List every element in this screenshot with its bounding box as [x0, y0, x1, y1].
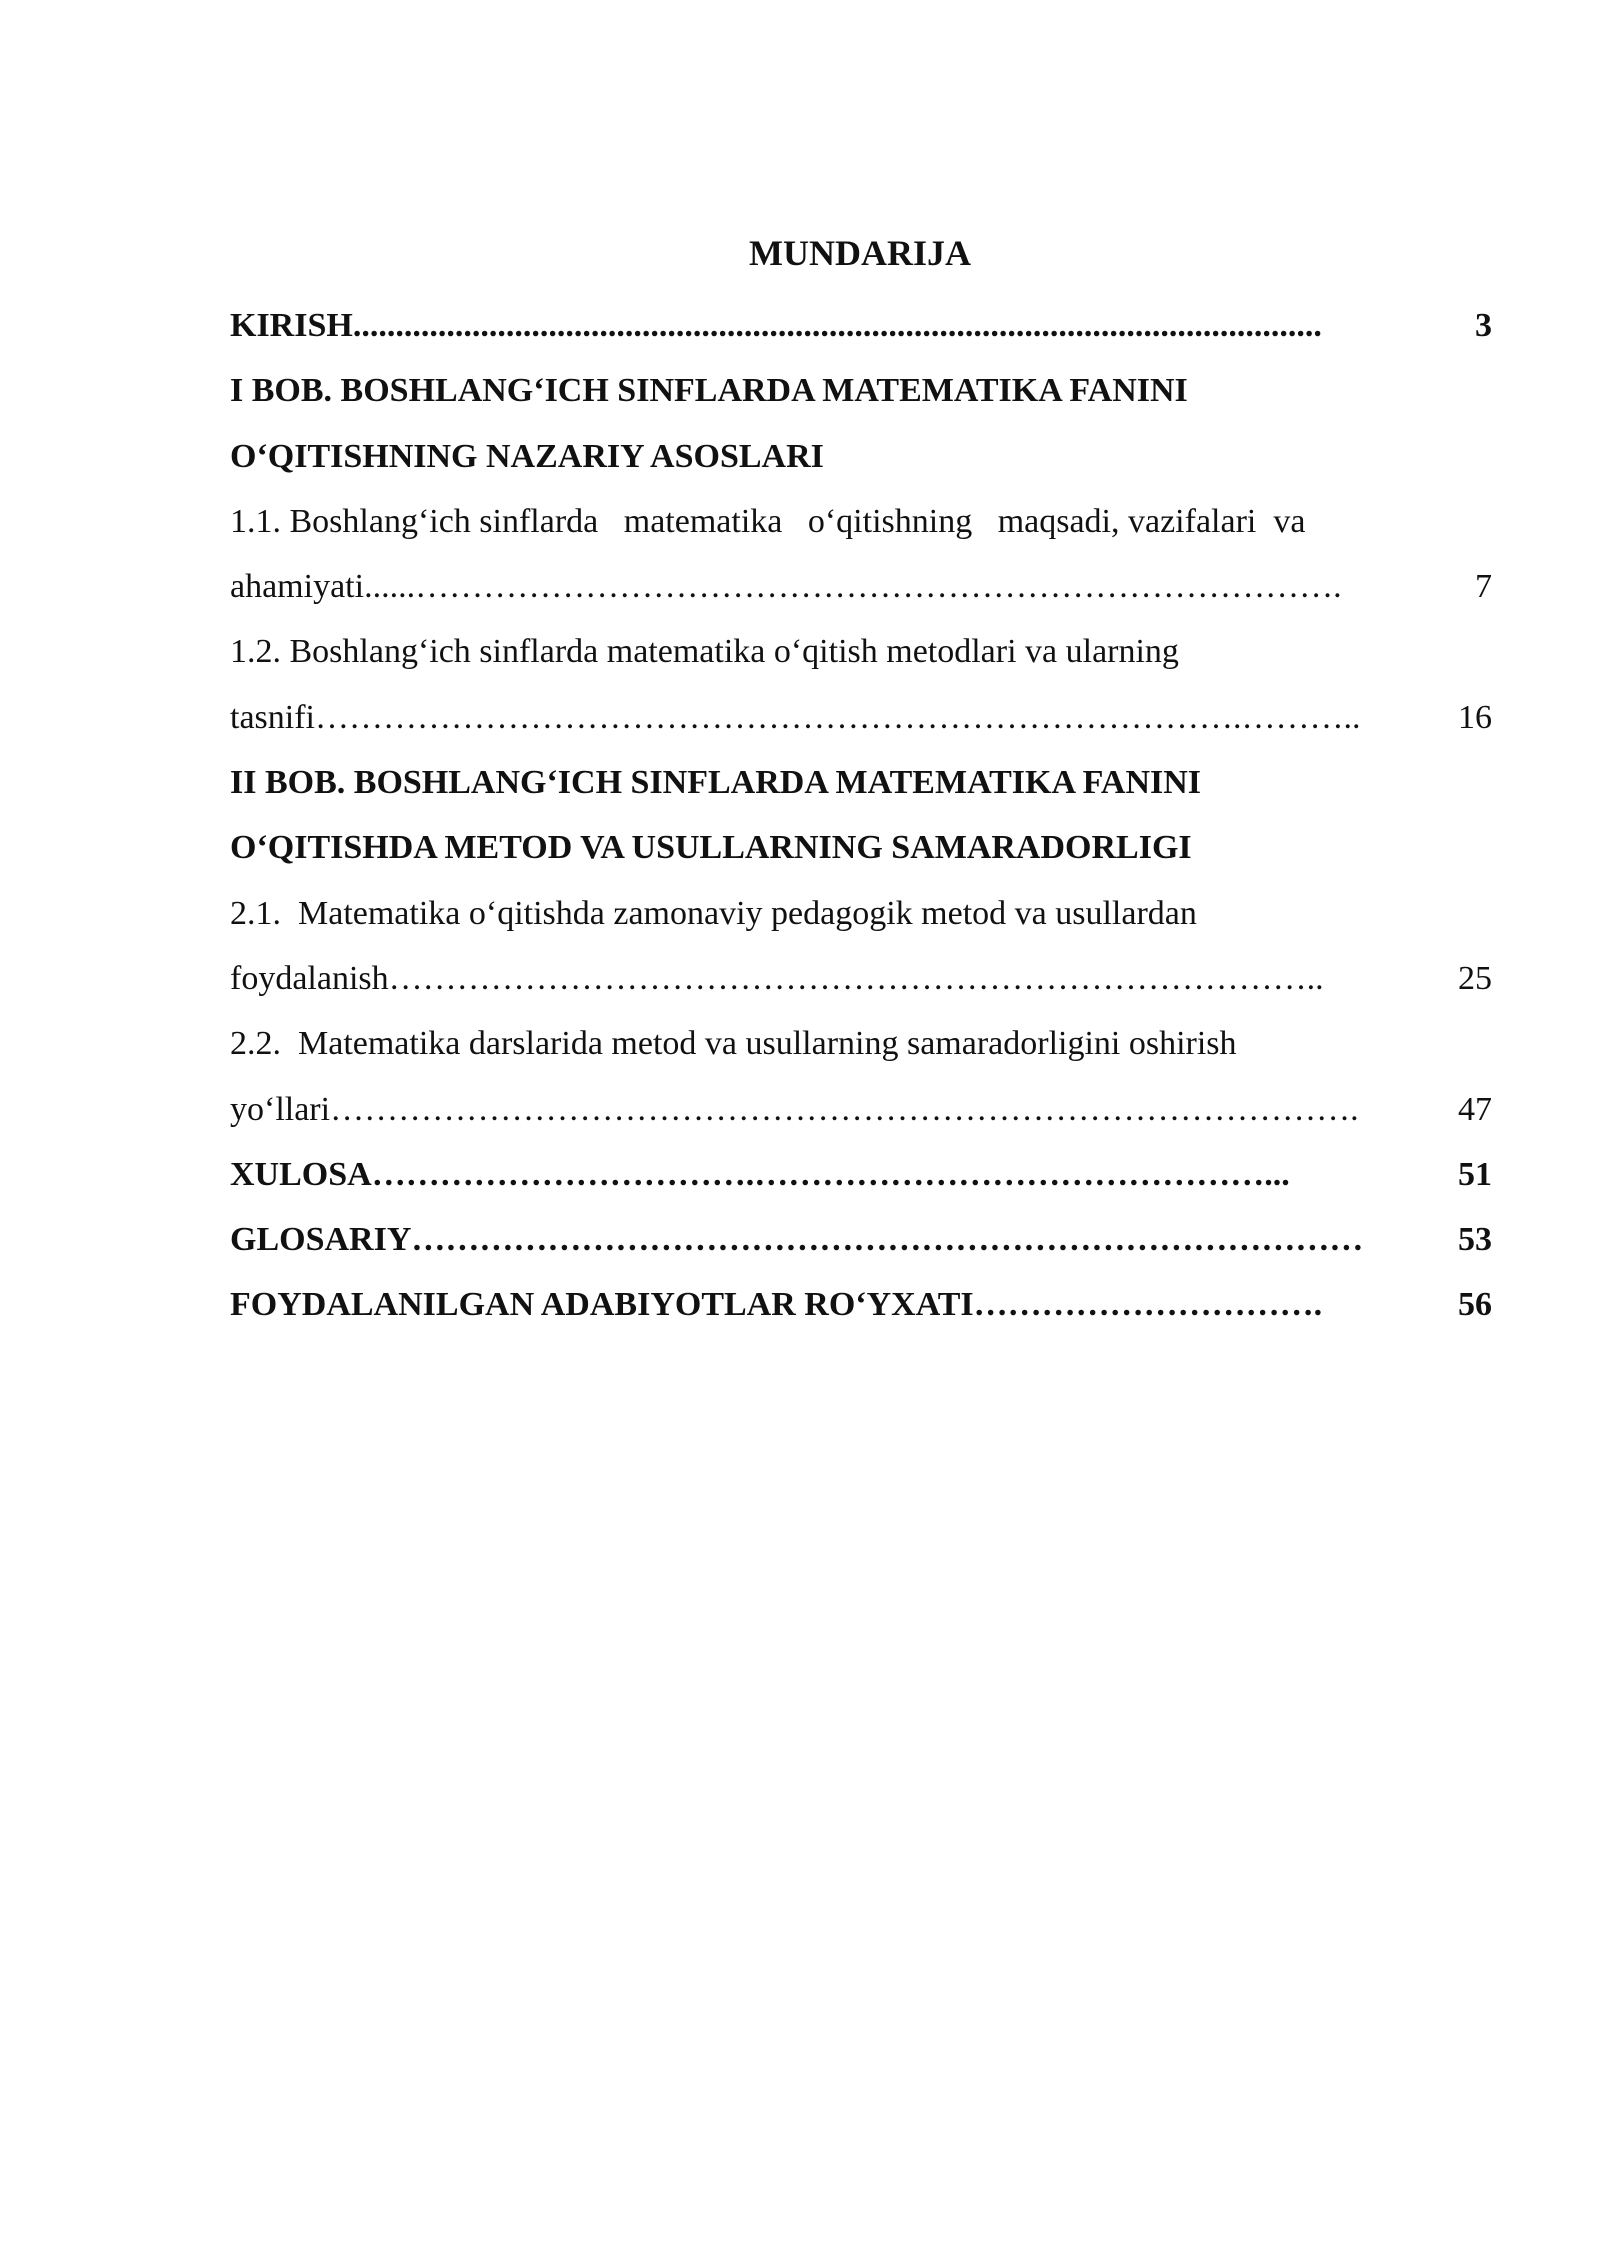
toc-entry-glosariy[interactable] [230, 1207, 1492, 1272]
toc-entry-text: FOYDALANILGAN ADABIYOTLAR RO‘YXATI [230, 1286, 974, 1324]
toc-entry-page: 25 [1458, 959, 1492, 997]
toc-section-2-1[interactable] [230, 881, 1492, 946]
toc-entry-page: 7 [1475, 568, 1492, 606]
toc-entry-page: 56 [1458, 1286, 1492, 1324]
toc-entry-text: O‘QITISHDA METOD VA USULLARNING SAMARADORLIGI [230, 829, 1192, 867]
toc-entry-leader: ……………………………………………………………………….. [388, 959, 1324, 997]
toc-entry-page: 47 [1458, 1090, 1492, 1128]
toc-entry-text: KIRISH [230, 307, 353, 344]
toc-entry-text: O‘QITISHNING NAZARIY ASOSLARI [230, 437, 824, 475]
toc-entry-leader: ………………………………………………………………………………. [330, 1090, 1359, 1128]
toc-entry-text: foydalanish [230, 959, 389, 997]
toc-entry-kirish[interactable] [230, 293, 1492, 358]
table-of-contents [230, 293, 1492, 1338]
toc-entry-references[interactable] [230, 1272, 1492, 1337]
toc-entry-text: yo‘llari [230, 1090, 331, 1128]
toc-entry-leader: …………………………. [973, 1286, 1323, 1324]
toc-entry-leader: ………………………………………………………………………… [411, 1221, 1364, 1259]
toc-section-1-2-cont[interactable] [230, 685, 1492, 750]
toc-chapter-2-heading-cont[interactable] [230, 815, 1492, 880]
toc-entry-text: ahamiyati [230, 568, 365, 606]
toc-entry-page: 53 [1458, 1221, 1492, 1259]
toc-entry-leader: …………………………….………………………………………... [371, 1155, 1290, 1193]
toc-entry-page: 51 [1458, 1155, 1492, 1193]
toc-chapter-2-heading[interactable] [230, 750, 1492, 815]
toc-entry-text: XULOSA [230, 1155, 372, 1193]
toc-chapter-1-heading-cont[interactable] [230, 424, 1492, 489]
toc-entry-text: 2.2. Matematika darslarida metod va usullarning samaradorligini oshirish [230, 1025, 1237, 1063]
toc-entry-page: 16 [1458, 698, 1492, 736]
toc-entry-leader: ......………………………………………………………………………. [364, 568, 1342, 606]
toc-title: MUNDARIJA [749, 233, 971, 273]
toc-section-1-1-cont[interactable] [230, 554, 1492, 619]
toc-entry-text: I BOB. BOSHLANG‘ICH SINFLARDA MATEMATIKA FANINI [230, 372, 1188, 410]
toc-section-2-2[interactable] [230, 1011, 1492, 1076]
toc-entry-page: 3 [1475, 307, 1492, 344]
toc-entry-text: tasnifi [230, 698, 315, 736]
toc-chapter-1-heading[interactable] [230, 358, 1492, 423]
toc-section-2-1-cont[interactable] [230, 946, 1492, 1011]
toc-entry-text: II BOB. BOSHLANG‘ICH SINFLARDA MATEMATIKA FANINI [230, 764, 1202, 802]
toc-entry-leader: .................................................................................................................. [352, 307, 1322, 344]
toc-section-1-1[interactable] [230, 489, 1492, 554]
toc-section-1-2[interactable] [230, 619, 1492, 684]
toc-entry-text: 2.1. Matematika o‘qitishda zamonaviy pedagogik metod va usullardan [230, 894, 1197, 932]
toc-entry-text: 1.2. Boshlang‘ich sinflarda matematika o‘qitish metodlari va ularning [230, 633, 1179, 671]
toc-entry-leader: ……………………………………………………………………….……….. [314, 698, 1361, 736]
toc-section-2-2-cont[interactable] [230, 1077, 1492, 1142]
toc-entry-text: GLOSARIY [230, 1221, 412, 1259]
toc-entry-xulosa[interactable] [230, 1142, 1492, 1207]
toc-entry-text: 1.1. Boshlang‘ich sinflarda matematika o‘qitishning maqsadi, vazifalari va [230, 502, 1306, 540]
